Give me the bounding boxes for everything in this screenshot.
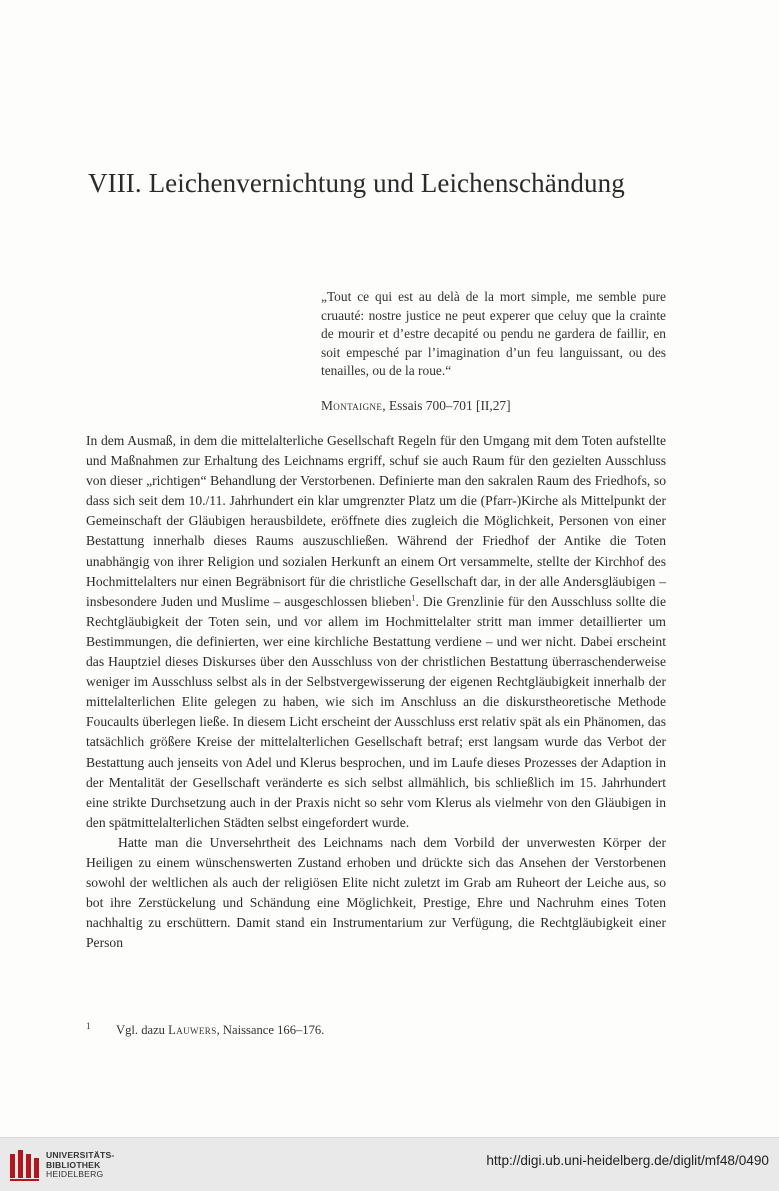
paragraph-1-text-a: In dem Ausmaß, in dem die mittelalterliche Gesellschaft Regeln für den Umgang mit dem Toten aufstellte und Maßnahmen zur Erhaltung des Leichnams ergriff, schuf sie auch Raum für den gezielten Ausschluss von dieser „richtigen“ Behandlung der Verstorbenen. Definierte man den sakralen Raum des Friedhofs, so dass sich seit dem 10./11. Jahrhundert ein klar umgrenzter Platz um die (Pfarr-)Kirche als Mittelpunkt der Gemeinschaft der Gläubigen herausbildete, eröffnete dies zugleich die Möglichkeit, Personen von einer Bestattung innerhalb dieses Raums auszuschließen. Während der Friedhof der Antike die Toten unabhängig von ihrer Religion und sozialen Herkunft an einem Ort versammelte, stellte der Kirchhof des Hochmittelalters nur einen Begräbnisort für die christliche Gesellschaft dar, in der alle Andersgläubigen – insbesondere Juden und Muslime – ausgeschlossen blieben [86, 433, 666, 609]
library-name-line-1: UNIVERSITÄTS- [46, 1150, 115, 1160]
chapter-title: VIII. Leichenvernichtung und Leichenschändung [88, 168, 625, 198]
library-name [46, 1151, 115, 1180]
epigraph-author: Montaigne [321, 398, 383, 413]
footnote-reference[interactable]: 1 [411, 593, 416, 603]
paragraph-1 [86, 431, 666, 833]
library-name-line-2: BIBLIOTHEK [46, 1159, 101, 1170]
library-name-line-3: HEIDELBERG [46, 1169, 104, 1180]
footnote-citation: , Naissance 166–176. [216, 1023, 325, 1038]
permalink-url[interactable]: http://digi.ub.uni-heidelberg.de/diglit/mf48/0490 [486, 1153, 769, 1168]
footnote-prefix: Vgl. dazu [116, 1023, 169, 1038]
library-logo-icon[interactable] [8, 1148, 42, 1182]
paragraph-1-text-b: . Die Grenzlinie für den Ausschluss sollte die Rechtgläubigkeit der Toten sein, und vor allem im Hochmittelalter stritt man immer detaillierter um Bestimmungen, die definierten, wer eine kirchliche Bestattung verdiene – und wer nicht. Dabei erscheint das Hauptziel dieses Diskurses über den Ausschluss von der christlichen Bestattung überraschenderweise weniger im Ausschluss selbst als in der Selbstvergewisserung der eigenen Rechtgläubigkeit innerhalb der mittelalterlichen Elite gelegen zu haben, wie sich im Anschluss an die diskurstheoretische Methode Foucaults überlegen ließe. In diesem Licht erscheint der Ausschluss erst relativ spät als ein Phänomen, das tatsächlich größere Kreise der mittelalterlichen Gesellschaft betraf; erst langsam wurde das Verbot der Bestattung auch jenseits von Adel und Klerus besprochen, und im Laufe dieses Prozesses der Adaption in der Mentalität der Gesellschaft veränderte es sich selbst allmählich, bis schließlich im 15. Jahrhundert eine strikte Durchsetzung auch in der Praxis nicht so sehr vom Klerus als vielmehr von den Gläubigen in den spätmittelalterlichen Städten selbst eingefordert wurde. [86, 593, 666, 830]
body-text [86, 431, 666, 953]
epigraph-quote: „Tout ce qui est au delà de la mort simple, me semble pure cruauté: nostre justice ne peut experer que celuy que la crainte de mourir et d’estre decapité ou pendu ne gardera de faillir, en soit empesché par l’imagination d’un feu languissant, ou des tenailles, ou de la roue.“ [321, 289, 666, 379]
epigraph-work: , Essais 700–701 [II,27] [382, 398, 511, 413]
epigraph-source [321, 398, 666, 414]
footnote-number: 1 [86, 1021, 91, 1031]
footnote-author: Lauwers [168, 1023, 217, 1038]
paragraph-2: Hatte man die Unversehrtheit des Leichnams nach dem Vorbild der unverwesten Körper der Heiligen zu einem wünschenswerten Zustand erhoben und drückte sich das Ansehen der Verstorbenen sowohl der weltlichen als auch der religiösen Elite nicht zuletzt im Grab am Ruheort der Leiche aus, so bot ihre Zerstückelung und Schändung eine Möglichkeit, Prestige, Ehre und Nachruhm eines Toten nachhaltig zu erschüttern. Damit stand ein Instrumentarium zur Verfügung, die Rechtgläubigkeit einer Person [86, 834, 666, 951]
viewer-footer [0, 1137, 779, 1191]
footnote [86, 1021, 666, 1038]
